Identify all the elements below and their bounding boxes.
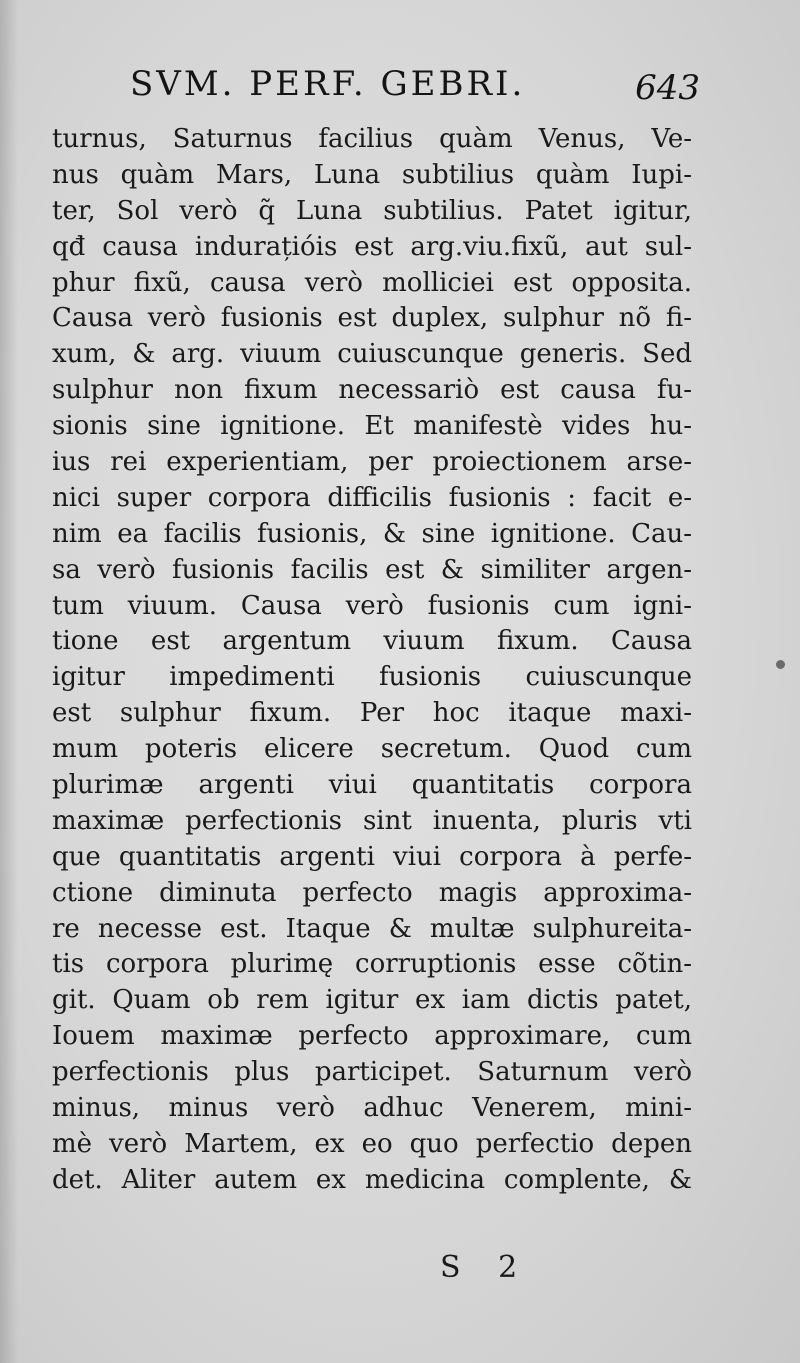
text-line: sa verò fusionis facilis est & similiter argen-	[52, 554, 692, 585]
text-line: turnus, Saturnus facilius quàm Venus, Ve-	[52, 124, 692, 154]
running-title: SVM. PERF. GEBRI.	[130, 64, 526, 104]
text-line: Causa verò fusionis est duplex, sulphur nõ fi-	[52, 303, 692, 334]
text-line: est sulphur fixum. Per hoc itaque maxi-	[52, 698, 692, 729]
text-line: plurimæ argenti viui quantitatis corpora	[52, 770, 692, 801]
paper-blemish	[776, 660, 785, 669]
page-header	[60, 62, 700, 110]
text-line: minus, minus verò adhuc Venerem, mini-	[52, 1093, 692, 1124]
text-line: nus quàm Mars, Luna subtilius quàm Iupi-	[52, 159, 692, 190]
text-line: ius rei experientiam, per proiectionem arse-	[52, 447, 692, 478]
text-line: igitur impedimenti fusionis cuiuscunque	[52, 662, 692, 693]
text-line: tione est argentum viuum fixum. Causa	[52, 626, 692, 657]
text-line: tis corpora plurimę corruptionis esse cõtin-	[52, 949, 692, 980]
text-line: sulphur non fixum necessariò est causa fu-	[52, 375, 692, 406]
text-line: mum poteris elicere secretum. Quod cum	[52, 734, 692, 765]
text-line: mè verò Martem, ex eo quo perfectio depen	[52, 1128, 692, 1159]
signature-mark: S 2	[440, 1250, 532, 1285]
text-line: re necesse est. Itaque & multæ sulphureita-	[52, 913, 692, 944]
text-line: phur fixũ, causa verò molliciei est opposita.	[52, 267, 692, 298]
text-line: det. Aliter autem ex medicina complente, &	[52, 1164, 692, 1195]
text-line: xum, & arg. viuum cuiuscunque generis. Sed	[52, 339, 692, 370]
gutter-shadow	[0, 0, 18, 1363]
text-line: nim ea facilis fusionis, & sine ignitione. Cau-	[52, 518, 692, 549]
text-line: ctione diminuta perfecto magis approxima-	[52, 877, 692, 908]
text-line: perfectionis plus participet. Saturnum verò	[52, 1057, 692, 1088]
text-line: nici super corpora difficilis fusionis : facit e-	[52, 482, 692, 513]
text-line: git. Quam ob rem igitur ex iam dictis patet,	[52, 985, 692, 1016]
text-line: ter, Sol verò q̃ Luna subtilius. Patet igitur,	[52, 195, 692, 226]
text-line: qđ causa indurațióis est arg.viu.fixũ, aut sul-	[52, 231, 692, 262]
text-line: Iouem maximæ perfecto approximare, cum	[52, 1021, 692, 1052]
body-text	[52, 122, 692, 1199]
text-line: maximæ perfectionis sint inuenta, pluris vti	[52, 805, 692, 836]
text-line: que quantitatis argenti viui corpora à perfe-	[52, 841, 692, 872]
text-line: sionis sine ignitione. Et manifestè vides hu-	[52, 411, 692, 442]
page-number: 643	[635, 68, 700, 108]
text-line: tum viuum. Causa verò fusionis cum igni-	[52, 590, 692, 621]
